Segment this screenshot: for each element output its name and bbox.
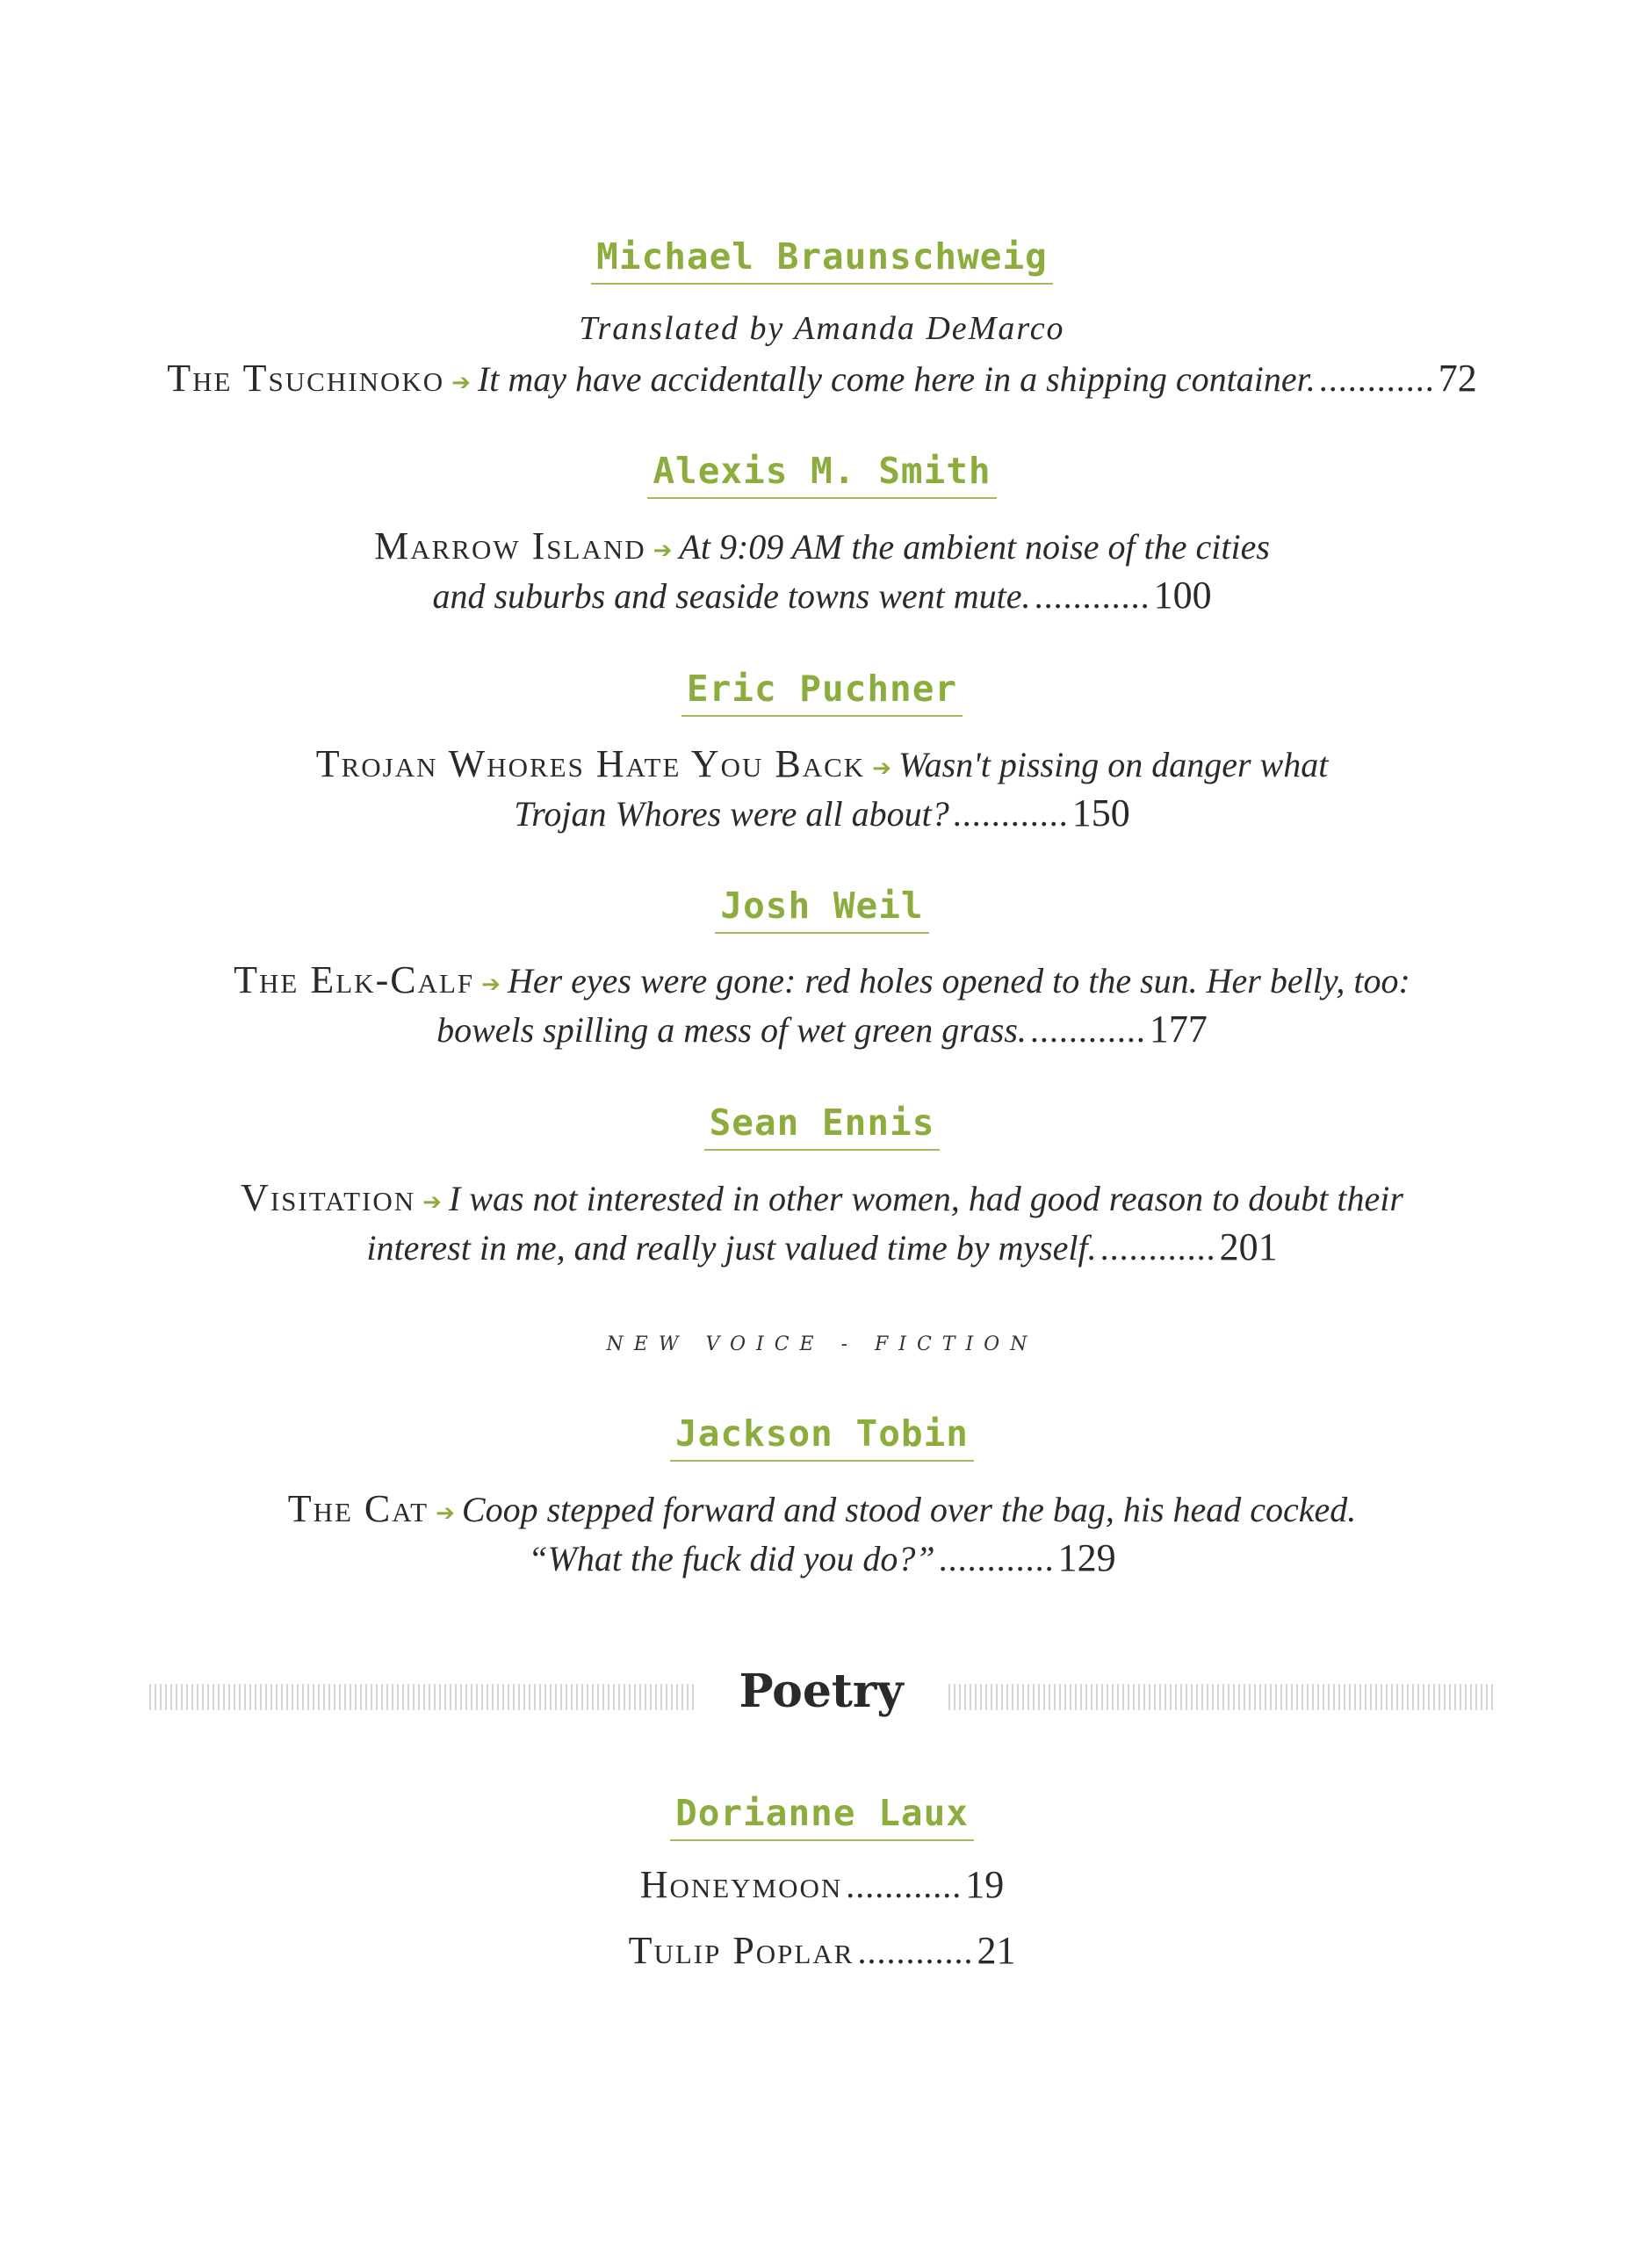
page-number: 100: [1153, 574, 1212, 617]
page-number: 150: [1071, 791, 1130, 834]
toc-entry-line-continued[interactable]: [0, 1535, 1644, 1580]
poem-entry[interactable]: [0, 1862, 1644, 1907]
toc-entry-line[interactable]: [0, 957, 1644, 1002]
toc-entry-line[interactable]: [0, 356, 1644, 401]
toc-entry-line-continued[interactable]: [0, 1224, 1644, 1269]
author-name: Michael Braunschweig: [0, 235, 1644, 285]
section-title: Poetry: [739, 1665, 904, 1718]
page-number: 129: [1057, 1536, 1116, 1579]
arrow-icon: ➔: [481, 971, 501, 997]
author-name: Dorianne Laux: [0, 1792, 1644, 1841]
story-title: The Cat: [287, 1487, 429, 1530]
arrow-icon: ➔: [653, 537, 673, 563]
leader-dots: ............: [857, 1932, 974, 1971]
arrow-icon: ➔: [872, 755, 891, 781]
story-excerpt: Trojan Whores were all about?: [514, 794, 949, 834]
poem-title: Honeymoon: [639, 1863, 843, 1906]
toc-entry-line[interactable]: [0, 524, 1644, 568]
hatch-decoration-right: [948, 1684, 1493, 1710]
story-excerpt: It may have accidentally come here in a shipping container.: [477, 359, 1316, 399]
story-excerpt: interest in me, and really just valued time by myself.: [366, 1228, 1097, 1268]
toc-entry-line[interactable]: [0, 1486, 1644, 1531]
toc-entry-line-continued[interactable]: [0, 1007, 1644, 1051]
author-name: Eric Puchner: [0, 668, 1644, 717]
arrow-icon: ➔: [436, 1499, 455, 1526]
new-voice-label: NEW VOICE - FICTION: [606, 1333, 1038, 1355]
story-excerpt: Wasn't pissing on danger what: [898, 745, 1329, 784]
toc-entry-line-continued[interactable]: [0, 791, 1644, 835]
leader-dots: ............: [952, 794, 1069, 834]
author-name: Sean Ennis: [0, 1101, 1644, 1151]
author-name: Josh Weil: [0, 885, 1644, 934]
page-number: 201: [1219, 1225, 1278, 1268]
leader-dots: ............: [1034, 576, 1150, 616]
arrow-icon: ➔: [451, 369, 471, 395]
story-excerpt: I was not interested in other women, had good reason to doubt their: [448, 1179, 1403, 1218]
leader-dots: ............: [1029, 1010, 1146, 1050]
leader-dots: ............: [1318, 359, 1435, 399]
story-title: Marrow Island: [374, 524, 646, 567]
leader-dots: ............: [846, 1866, 963, 1905]
arrow-icon: ➔: [422, 1188, 442, 1215]
hatch-decoration-left: [149, 1684, 694, 1710]
leader-dots: ............: [1100, 1228, 1216, 1268]
story-excerpt: “What the fuck did you do?”: [528, 1539, 935, 1578]
page-number: 72: [1438, 357, 1477, 400]
poetry-section-header: [149, 1665, 1493, 1726]
author-name: Alexis M. Smith: [0, 450, 1644, 499]
story-title: The Tsuchinoko: [167, 357, 445, 400]
story-title: The Elk-Calf: [234, 958, 475, 1001]
story-title: Visitation: [241, 1176, 416, 1219]
story-excerpt: Her eyes were gone: red holes opened to the sun. Her belly, too:: [507, 961, 1410, 1000]
leader-dots: ............: [938, 1539, 1055, 1578]
page-number: 21: [977, 1929, 1016, 1972]
translator-credit: Translated by Amanda DeMarco: [579, 310, 1065, 347]
page-number: 19: [965, 1863, 1005, 1906]
poem-entry[interactable]: [0, 1928, 1644, 1973]
author-name: Jackson Tobin: [0, 1412, 1644, 1462]
toc-entry-line-continued[interactable]: [0, 573, 1644, 618]
story-excerpt: and suburbs and seaside towns went mute.: [432, 576, 1031, 616]
story-excerpt: bowels spilling a mess of wet green grass.: [436, 1010, 1027, 1050]
toc-entry-line[interactable]: [0, 741, 1644, 786]
toc-entry-line[interactable]: [0, 1175, 1644, 1220]
story-excerpt: At 9:09 AM the ambient noise of the cities: [679, 527, 1270, 567]
poem-title: Tulip Poplar: [628, 1929, 854, 1972]
story-excerpt: Coop stepped forward and stood over the bag, his head cocked.: [461, 1490, 1357, 1529]
story-title: Trojan Whores Hate You Back: [315, 742, 866, 785]
page-number: 177: [1149, 1008, 1208, 1051]
